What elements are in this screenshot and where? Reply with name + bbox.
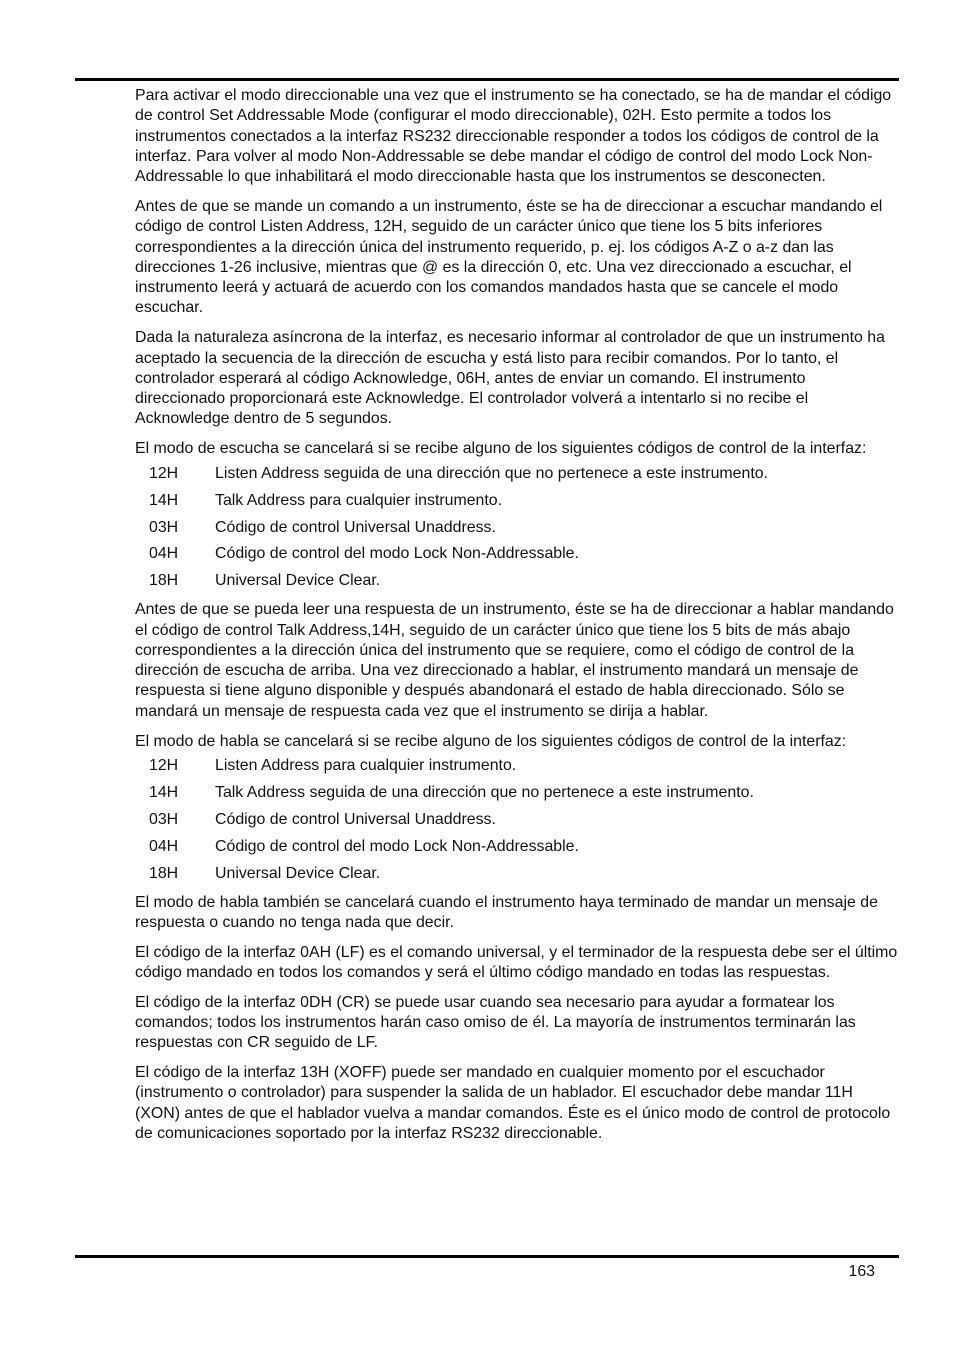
code-value: 14H	[149, 784, 179, 802]
code-list-item	[135, 864, 899, 884]
code-value: 18H	[149, 572, 179, 590]
code-list-item	[135, 518, 899, 538]
paragraph: Antes de que se pueda leer una respuesta de un instrumento, éste se ha de direccionar a hablar mandando el código de control Talk Address,14H, seguido de un carácter único que tiene los 5 bits de más abajo correspondientes a la dirección única del instrumento que se requiere, como el código de control de la dirección de escucha de arriba. Una vez direccionado a hablar, el instrumento mandará un mensaje de respuesta si tiene alguno disponible y después abandonará el estado de habla direccionado. Sólo se mandará un mensaje de respuesta cada vez que el instrumento se dirija a hablar.	[135, 601, 894, 720]
listen-cancel-code-list	[135, 464, 899, 591]
code-list-item	[135, 491, 899, 511]
code-description: Universal Device Clear.	[215, 864, 381, 882]
code-description: Código de control del modo Lock Non-Addressable.	[215, 545, 579, 563]
code-list-item	[135, 571, 899, 591]
code-description: Universal Device Clear.	[215, 572, 381, 590]
code-value: 12H	[149, 757, 179, 775]
code-list-item	[135, 544, 899, 564]
paragraph: El código de la interfaz 13H (XOFF) puede ser mandado en cualquier momento por el escuchador (instrumento o controlador) para suspender la salida de un hablador. El escuchador debe mandar 11H (XON) antes de que el hablador vuelva a mandar comandos. Éste es el único modo de control de protocolo de comunicaciones soportado por la interfaz RS232 direccionable.	[135, 1064, 891, 1142]
code-value: 03H	[149, 518, 179, 536]
code-description: Código de control Universal Unaddress.	[215, 810, 496, 828]
bottom-rule	[75, 1255, 899, 1258]
top-rule	[75, 78, 899, 81]
paragraph: El modo de escucha se cancelará si se recibe alguno de los siguientes códigos de control de la interfaz:	[135, 440, 867, 458]
code-description: Talk Address para cualquier instrumento.	[215, 491, 503, 509]
paragraph: Para activar el modo direccionable una vez que el instrumento se ha conectado, se ha de mandar el código de control Set Addressable Mode (configurar el modo direccionable), 02H. Esto permite a todos los instrumentos conectados a la interfaz RS232 direccionable responder a todos los códigos de control de la interfaz. Para volver al modo Non-Addressable se debe mandar el código de control del modo Lock Non-Addressable lo que inhabilitará el modo direccionable hasta que los instrumentos se desconecten.	[135, 87, 892, 186]
paragraph: El modo de habla también se cancelará cuando el instrumento haya terminado de mandar un mensaje de respuesta o cuando no tenga nada que decir.	[135, 893, 878, 931]
code-description: Listen Address seguida de una dirección que no pertenece a este instrumento.	[215, 465, 769, 483]
code-description: Talk Address seguida de una dirección que no pertenece a este instrumento.	[215, 784, 754, 802]
paragraph: Antes de que se mande un comando a un instrumento, éste se ha de direccionar a escuchar mandando el código de control Listen Address, 12H, seguido de un carácter único que tiene los 5 bits inferiores correspondientes a la dirección única del instrumento requerido, p. ej. los códigos A-Z o a-z dan las direcciones 1-26 inclusive, mientras que @ es la dirección 0, etc. Una vez direccionado a escuchar, el instrumento leerá y actuará de acuerdo con los comandos mandados hasta que se cancele el modo escuchar.	[135, 197, 883, 317]
code-description: Listen Address para cualquier instrumento.	[215, 757, 517, 775]
page-number: 163	[848, 1263, 875, 1280]
paragraph: El modo de habla se cancelará si se recibe alguno de los siguientes códigos de control de la interfaz:	[135, 732, 847, 750]
code-list-item	[135, 810, 899, 830]
paragraph: El código de la interfaz 0DH (CR) se puede usar cuando sea necesario para ayudar a formatear los comandos; todos los instrumentos harán caso omiso de él. La mayoría de instrumentos terminarán las respuestas con CR seguido de LF.	[135, 993, 856, 1052]
code-value: 04H	[149, 837, 179, 855]
talk-cancel-code-list	[135, 756, 899, 883]
page-body	[135, 86, 899, 1154]
code-value: 18H	[149, 864, 179, 882]
paragraph: Dada la naturaleza asíncrona de la interfaz, es necesario informar al controlador de que un instrumento ha aceptado la secuencia de la dirección de escucha y está listo para recibir comandos. Por lo tanto, el controlador esperará al código Acknowledge, 06H, antes de enviar un comando. El instrumento direccionado proporcionará este Acknowledge. El controlador volverá a intentarlo si no recibe el Acknowledge dentro de 5 segundos.	[135, 329, 885, 428]
code-value: 04H	[149, 545, 179, 563]
code-list-item	[135, 837, 899, 857]
code-list-item	[135, 756, 899, 776]
code-description: Código de control Universal Unaddress.	[215, 518, 496, 536]
code-description: Código de control del modo Lock Non-Addressable.	[215, 837, 579, 855]
code-value: 12H	[149, 465, 179, 483]
paragraph: El código de la interfaz 0AH (LF) es el comando universal, y el terminador de la respuesta debe ser el último código mandado en todos los comandos y será el último código mandado en todas las respuestas.	[135, 943, 898, 981]
code-value: 14H	[149, 491, 179, 509]
code-list-item	[135, 783, 899, 803]
code-list-item	[135, 464, 899, 484]
code-value: 03H	[149, 810, 179, 828]
